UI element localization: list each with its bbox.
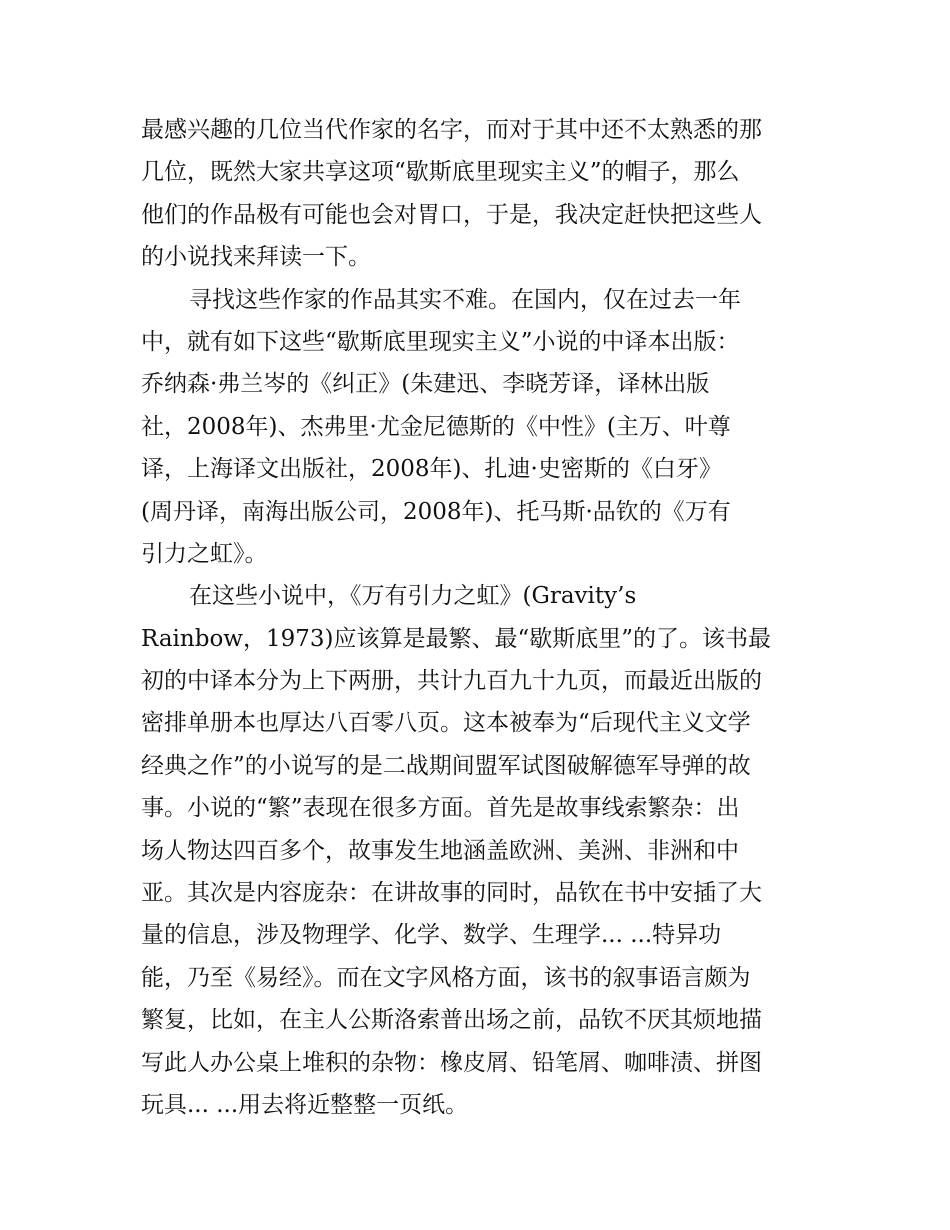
text-line: 中，就有如下这些“歇斯底里现实主义”小说的中译本出版： bbox=[141, 328, 740, 355]
text-line: 繁复，比如，在主人公斯洛索普出场之前，品钦不厌其烦地描 bbox=[141, 1007, 762, 1034]
text-line: 初的中译本分为上下两册，共计九百九十九页，而最近出版的 bbox=[141, 668, 762, 695]
text-line: 他们的作品极有可能也会对胃口，于是，我决定赶快把这些人 bbox=[141, 201, 762, 228]
paragraph-2 bbox=[141, 279, 816, 576]
text-line: (周丹译，南海出版公司，2008年)、托马斯·品钦的《万有 bbox=[141, 498, 731, 525]
text-line: 亚。其次是内容庞杂：在讲故事的同时，品钦在书中安插了大 bbox=[141, 880, 762, 907]
text-line: 的小说找来拜读一下。 bbox=[141, 244, 371, 271]
text-line: 经典之作”的小说写的是二战期间盟军试图破解德军导弹的故 bbox=[141, 752, 751, 779]
text-line: 译，上海译文出版社，2008年)、扎迪·史密斯的《白牙》 bbox=[141, 456, 722, 483]
text-line: 几位，既然大家共享这项“歇斯底里现实主义”的帽子，那么 bbox=[141, 159, 740, 186]
paragraph-1 bbox=[141, 109, 816, 279]
text-line: 引力之虹》。 bbox=[141, 540, 268, 567]
text-line: 密排单册本也厚达八百零八页。这本被奉为“后现代主义文学 bbox=[141, 710, 751, 737]
text-line: 场人物达四百多个，故事发生地涵盖欧洲、美洲、非洲和中 bbox=[141, 837, 739, 864]
text-line: 社，2008年)、杰弗里·尤金尼德斯的《中性》(主万、叶尊 bbox=[141, 413, 731, 440]
paragraph-3 bbox=[141, 575, 816, 1126]
text-line: 最感兴趣的几位当代作家的名字，而对于其中还不太熟悉的那 bbox=[141, 117, 762, 143]
text-line: 玩具... ...用去将近整整一页纸。 bbox=[141, 1091, 469, 1118]
text-line: 事。小说的“繁”表现在很多方面。首先是故事线索繁杂：出 bbox=[141, 795, 740, 822]
body-text bbox=[141, 109, 816, 1126]
text-line: 在这些小说中，《万有引力之虹》(Gravity’s bbox=[189, 583, 637, 610]
text-line: 能，乃至《易经》。而在文字风格方面，该书的叙事语言颇为 bbox=[141, 964, 751, 991]
text-line: Rainbow，1973)应该算是最繁、最“歇斯底里”的了。该书最 bbox=[141, 625, 772, 652]
text-line: 寻找这些作家的作品其实不难。在国内，仅在过去一年 bbox=[189, 286, 741, 313]
text-line: 乔纳森·弗兰岑的《纠正》(朱建迅、李晓芳译，译林出版 bbox=[141, 371, 710, 398]
text-line: 写此人办公桌上堆积的杂物：橡皮屑、铅笔屑、咖啡渍、拼图 bbox=[141, 1049, 762, 1076]
text-line: 量的信息，涉及物理学、化学、数学、生理学... ...特异功 bbox=[141, 922, 722, 949]
